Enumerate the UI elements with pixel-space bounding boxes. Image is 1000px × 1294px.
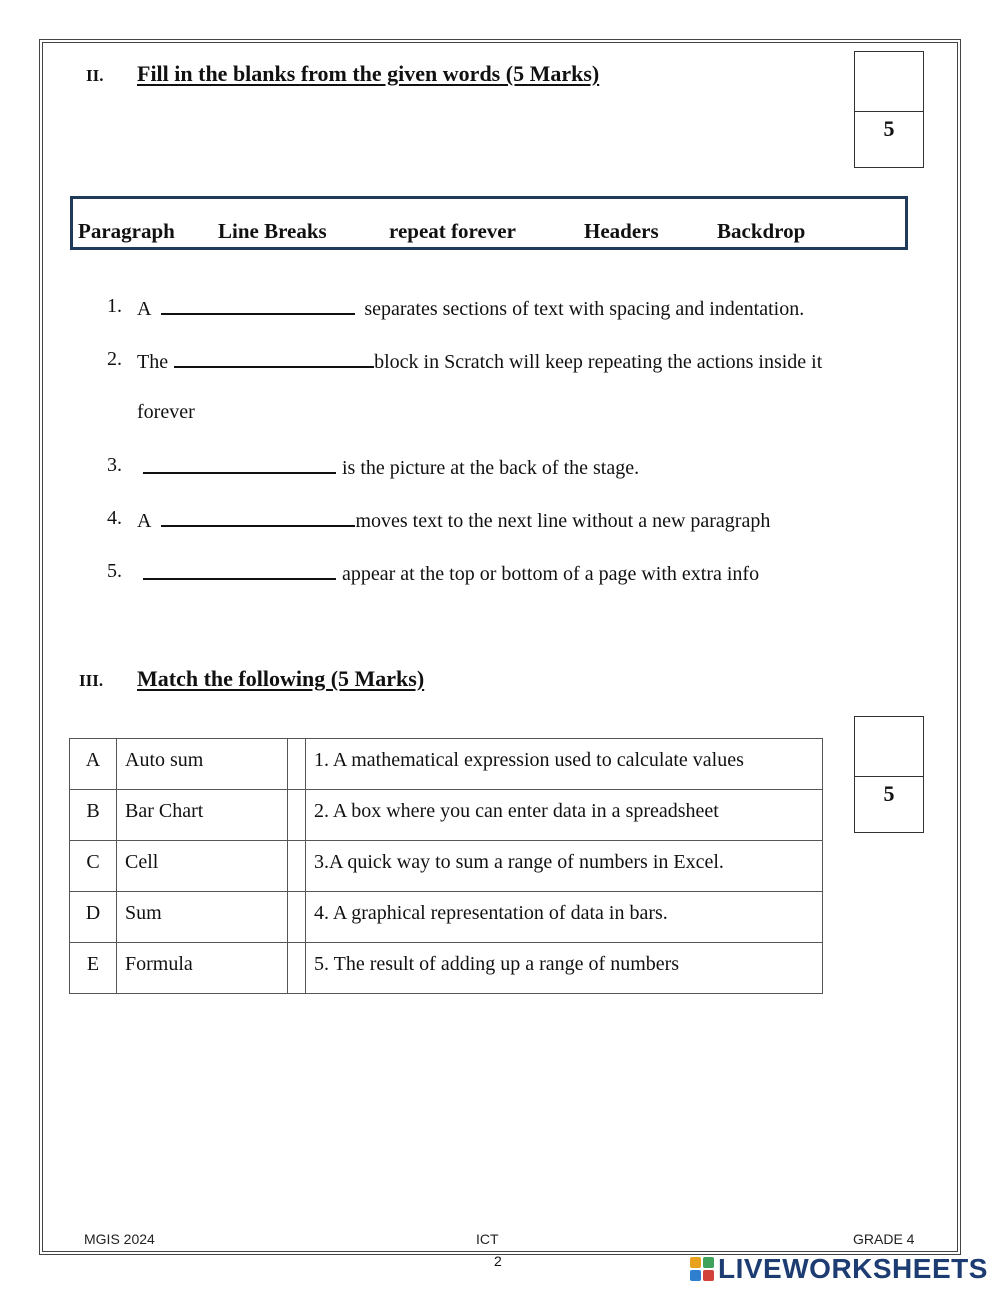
section-3-mark: 5 — [883, 781, 895, 806]
logo-blocks-icon — [690, 1257, 714, 1281]
table-row — [70, 892, 823, 943]
footer-school: MGIS 2024 — [84, 1231, 155, 1247]
word-bank-word-headers: Headers — [584, 219, 659, 243]
section-2-number: II. — [86, 66, 104, 85]
table-row — [70, 790, 823, 841]
row-description: 2. A box where you can enter data in a spreadsheet — [306, 790, 823, 841]
word-bank-word-backdrop: Backdrop — [717, 219, 806, 243]
row-description: 4. A graphical representation of data in bars. — [306, 892, 823, 943]
question-number: 3. — [107, 454, 122, 476]
row-term: Bar Chart — [117, 790, 288, 841]
section-3-title: Match the following (5 Marks) — [137, 666, 425, 691]
question-text-after: separates sections of text with spacing and indentation. — [364, 298, 805, 320]
match-table — [69, 738, 823, 994]
row-term: Sum — [117, 892, 288, 943]
row-term: Auto sum — [117, 739, 288, 790]
word-bank-word-line-breaks: Line Breaks — [218, 219, 327, 243]
question-text-before: The — [137, 351, 169, 373]
answer-cell-e[interactable] — [288, 943, 306, 994]
row-description: 1. A mathematical expression used to calculate values — [306, 739, 823, 790]
answer-cell-a[interactable] — [288, 739, 306, 790]
row-letter: A — [70, 739, 117, 790]
logo-block — [690, 1270, 701, 1281]
answer-blank-3[interactable] — [143, 454, 336, 474]
row-letter: E — [70, 943, 117, 994]
row-letter: D — [70, 892, 117, 943]
question-text-after: block in Scratch will keep repeating the actions inside it — [374, 351, 823, 373]
section-3-number: III. — [79, 671, 104, 690]
answer-blank-5[interactable] — [143, 560, 336, 580]
footer-subject: ICT — [476, 1231, 499, 1247]
liveworksheets-logo — [690, 1252, 988, 1286]
section-2-mark: 5 — [883, 116, 895, 141]
table-row — [70, 739, 823, 790]
word-bank — [70, 196, 908, 250]
footer-grade: GRADE 4 — [853, 1231, 915, 1247]
question-text-continuation: forever — [137, 401, 195, 423]
row-letter: C — [70, 841, 117, 892]
mark-box-divider — [855, 776, 923, 777]
mark-box-divider — [855, 111, 923, 112]
table-row — [70, 841, 823, 892]
row-letter: B — [70, 790, 117, 841]
answer-blank-1[interactable] — [161, 295, 355, 315]
logo-block — [703, 1257, 714, 1268]
logo-text: LIVEWORKSHEETS — [718, 1253, 988, 1284]
section-3-mark-box — [854, 716, 924, 833]
row-description: 5. The result of adding up a range of numbers — [306, 943, 823, 994]
word-bank-word-repeat-forever: repeat forever — [389, 219, 516, 243]
logo-block — [703, 1270, 714, 1281]
question-text-after: appear at the top or bottom of a page with extra info — [342, 563, 760, 585]
table-row — [70, 943, 823, 994]
question-number: 5. — [107, 560, 122, 582]
question-text-after: is the picture at the back of the stage. — [342, 457, 640, 479]
answer-blank-2[interactable] — [174, 348, 374, 368]
row-term: Cell — [117, 841, 288, 892]
answer-cell-b[interactable] — [288, 790, 306, 841]
question-text-before: A — [137, 298, 151, 320]
question-number: 1. — [107, 295, 122, 317]
row-description: 3.A quick way to sum a range of numbers in Excel. — [306, 841, 823, 892]
word-bank-word-paragraph: Paragraph — [78, 219, 175, 243]
answer-cell-d[interactable] — [288, 892, 306, 943]
answer-blank-4[interactable] — [161, 507, 355, 527]
row-term: Formula — [117, 943, 288, 994]
question-number: 4. — [107, 507, 122, 529]
question-number: 2. — [107, 348, 122, 370]
answer-cell-c[interactable] — [288, 841, 306, 892]
question-text-after: moves text to the next line without a new paragraph — [355, 510, 771, 532]
section-2-mark-box — [854, 51, 924, 168]
logo-block — [690, 1257, 701, 1268]
page-number: 2 — [494, 1253, 502, 1269]
question-text-before: A — [137, 510, 152, 532]
section-2-title: Fill in the blanks from the given words (5 Marks) — [137, 61, 600, 86]
